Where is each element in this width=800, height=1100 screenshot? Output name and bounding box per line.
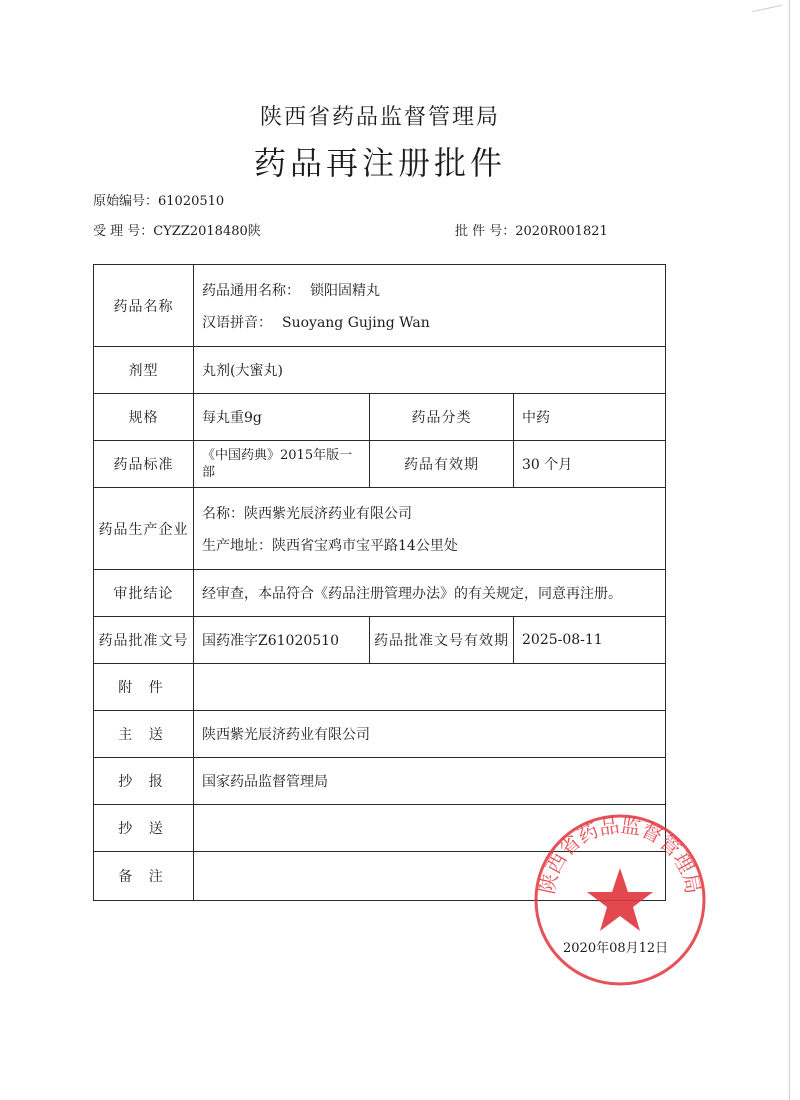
official-seal — [532, 812, 708, 988]
row-approval-number — [94, 617, 666, 664]
approval-number-label: 药品批准文号 — [94, 617, 194, 664]
validity-value: 30 个月 — [514, 441, 666, 488]
approval-document-number — [455, 220, 608, 239]
generic-name-label: 药品通用名称： — [202, 282, 300, 299]
manufacturer-address-value: 陕西省宝鸡市宝平路14公里处 — [272, 537, 458, 554]
cc-label: 抄 送 — [94, 805, 194, 852]
category-label: 药品分类 — [370, 394, 514, 441]
approval-form-table — [93, 264, 666, 901]
row-drug-name — [94, 265, 666, 347]
approval-number-value: 国药准字Z61020510 — [194, 617, 370, 664]
manufacturer-name-value: 陕西紫光辰济药业有限公司 — [244, 505, 412, 522]
sign-date: 2020年08月12日 — [563, 941, 669, 956]
original-number-label: 原始编号： — [93, 194, 159, 209]
original-number-value: 61020510 — [158, 194, 225, 209]
drug-name-label: 药品名称 — [94, 265, 194, 347]
row-report-to — [94, 758, 666, 805]
dosage-form-label: 剂型 — [94, 347, 194, 394]
scan-mark — [752, 5, 782, 12]
manufacturer-name-label: 名称： — [202, 505, 244, 522]
validity-label: 药品有效期 — [370, 441, 514, 488]
conclusion-label: 审批结论 — [94, 570, 194, 617]
attachment-value — [194, 664, 666, 711]
row-spec — [94, 394, 666, 441]
generic-name-value: 锁阳固精丸 — [310, 282, 380, 299]
generic-name-line — [202, 280, 657, 300]
send-to-label: 主 送 — [94, 711, 194, 758]
acceptance-number-label: 受 理 号： — [93, 224, 154, 239]
pinyin-label: 汉语拼音： — [202, 314, 272, 331]
agency-name: 陕西省药品监督管理局 — [259, 105, 500, 130]
approval-validity-value: 2025-08-11 — [514, 617, 666, 664]
row-manufacturer — [94, 488, 666, 570]
manufacturer-cell — [194, 488, 666, 570]
manufacturer-address-label: 生产地址： — [202, 537, 272, 554]
row-attachment — [94, 664, 666, 711]
approval-document-number-value: 2020R001821 — [515, 224, 608, 239]
acceptance-number — [93, 220, 261, 239]
report-to-label: 抄 报 — [94, 758, 194, 805]
row-conclusion — [94, 570, 666, 617]
report-to-value: 国家药品监督管理局 — [194, 758, 666, 805]
standard-value: 《中国药典》2015年版一部 — [194, 441, 370, 488]
approval-document-number-label: 批 件 号： — [455, 224, 516, 239]
original-number — [93, 190, 224, 209]
drug-name-cell — [194, 265, 666, 347]
seal-text: 陕西省药品监督管理局 — [534, 812, 706, 896]
seal-star-icon — [587, 868, 653, 931]
standard-label: 药品标准 — [94, 441, 194, 488]
row-dosage-form — [94, 347, 666, 394]
document-title: 药品再注册批件 — [253, 144, 506, 182]
manufacturer-name-line — [202, 503, 657, 523]
dosage-form-value: 丸剂(大蜜丸) — [194, 347, 666, 394]
spec-label: 规格 — [94, 394, 194, 441]
spec-value: 每丸重9g — [194, 394, 370, 441]
attachment-label: 附 件 — [94, 664, 194, 711]
row-send-to — [94, 711, 666, 758]
page-edge — [789, 0, 790, 1100]
row-standard — [94, 441, 666, 488]
conclusion-value: 经审查，本品符合《药品注册管理办法》的有关规定，同意再注册。 — [194, 570, 666, 617]
send-to-value: 陕西紫光辰济药业有限公司 — [194, 711, 666, 758]
pinyin-line — [202, 312, 657, 332]
pinyin-value: Suoyang Gujing Wan — [282, 314, 430, 331]
manufacturer-label: 药品生产企业 — [94, 488, 194, 570]
category-value: 中药 — [514, 394, 666, 441]
manufacturer-address-line — [202, 535, 657, 555]
remarks-label: 备 注 — [94, 852, 194, 901]
acceptance-number-value: CYZZ2018480陕 — [153, 224, 261, 239]
approval-validity-label: 药品批准文号有效期 — [370, 617, 514, 664]
